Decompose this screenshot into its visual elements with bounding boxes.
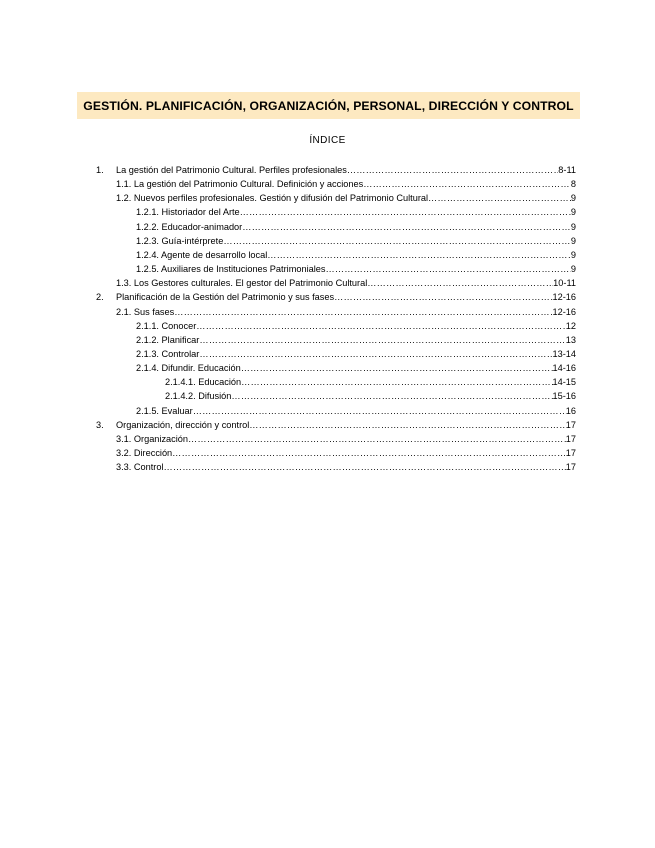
toc-dot-leader: [164, 460, 566, 474]
toc-entry-label: 1.2.5. Auxiliares de Instituciones Patrimoniales: [136, 264, 326, 275]
toc-entry[interactable]: [96, 290, 576, 304]
toc-entry-label: 1.2.2. Educador-animador: [136, 221, 243, 232]
toc-entry-label: 3.2. Dirección: [116, 448, 173, 458]
toc-entry-label: 2.1.4.1. Educación: [165, 377, 242, 388]
toc-dot-leader: [231, 389, 552, 403]
toc-entry-page: 12-16: [552, 306, 576, 317]
toc-entry-page: 16: [565, 405, 576, 416]
toc-dot-leader: [240, 205, 571, 219]
toc-entry-number: 1.: [96, 165, 104, 175]
toc-entry-page: 10-11: [553, 278, 576, 289]
title-banner: [77, 92, 580, 119]
toc-dot-leader: [241, 361, 553, 375]
toc-entry-label: 1.3. Los Gestores culturales. El gestor del Patrimonio Cultural: [116, 278, 368, 289]
toc-entry-page: 14-15: [552, 377, 576, 388]
toc-entry-label: 2.1.4.2. Difusión: [165, 391, 232, 402]
toc-entry-page: 15-16: [552, 391, 576, 402]
toc-entry[interactable]: [165, 389, 576, 403]
toc-entry[interactable]: [96, 418, 576, 432]
toc-entry-page: 14-16: [552, 363, 576, 374]
toc-entry[interactable]: [136, 333, 576, 347]
toc-dot-leader: [363, 177, 571, 191]
toc-entry-page: 17: [565, 448, 576, 458]
toc-entry-label: La gestión del Patrimonio Cultural. Perfiles profesionales: [116, 165, 347, 175]
toc-entry-page: 9: [570, 207, 576, 218]
toc-entry-label: Planificación de la Gestión del Patrimonio y sus fases: [116, 292, 335, 303]
toc-entry[interactable]: [136, 361, 576, 375]
toc-entry[interactable]: [116, 191, 576, 205]
toc-entry-page: 9: [570, 264, 576, 275]
toc-entry-page: 13: [565, 334, 576, 345]
toc-entry-label: 2.1.4. Difundir. Educación: [136, 363, 241, 374]
toc-entry-page: 9: [570, 193, 576, 204]
toc-entry-page: 17: [565, 419, 576, 430]
toc-entry[interactable]: [116, 446, 576, 460]
toc-entry-label: 3.3. Control: [116, 462, 164, 473]
toc-dot-leader: [193, 404, 566, 418]
toc-dot-leader: [334, 290, 552, 304]
toc-dot-leader: [223, 234, 571, 248]
toc-entry-label: 2.1.2. Planificar: [136, 334, 200, 345]
toc-entry-page: 17: [565, 433, 576, 444]
toc-entry-label: 2.1.3. Controlar: [136, 348, 200, 359]
toc-entry-page: 12-16: [552, 292, 576, 303]
toc-entry[interactable]: [136, 262, 576, 276]
toc-dot-leader: [367, 276, 553, 290]
toc-dot-leader: [267, 248, 571, 262]
toc-dot-leader: [241, 375, 552, 389]
toc-dot-leader: [242, 220, 571, 234]
toc-entry[interactable]: [136, 220, 576, 234]
toc-entry[interactable]: [116, 460, 576, 474]
toc-dot-leader: [199, 333, 565, 347]
toc-entry[interactable]: [136, 347, 576, 361]
index-heading: ÍNDICE: [309, 135, 346, 146]
toc-entry-label: 2.1. Sus fases: [116, 306, 175, 317]
toc-entry[interactable]: [116, 177, 576, 191]
toc-entry-label: 2.1.1. Conocer: [136, 320, 197, 331]
toc-dot-leader: [196, 319, 565, 333]
toc-entry-number: 2.: [96, 292, 104, 303]
toc-entry-label: 1.2. Nuevos perfiles profesionales. Gestión y difusión del Patrimonio Cultural: [116, 193, 429, 204]
toc-entry-page: 9: [570, 235, 576, 246]
toc-entry[interactable]: [136, 404, 576, 418]
toc-entry[interactable]: [136, 205, 576, 219]
toc-dot-leader: [249, 418, 565, 432]
toc-entry-label: Organización, dirección y control: [116, 419, 250, 430]
toc-dot-leader: [428, 191, 571, 205]
toc-entry-number: 3.: [96, 419, 104, 430]
toc-entry-label: 1.1. La gestión del Patrimonio Cultural. Definición y acciones: [116, 179, 364, 190]
toc-entry[interactable]: [116, 432, 576, 446]
toc-entry-label: 1.2.1. Historiador del Arte: [136, 207, 240, 218]
toc-entry[interactable]: [165, 375, 576, 389]
toc-entry-page: 12: [565, 320, 576, 331]
toc-entry-label: 1.2.4. Agente de desarrollo local: [136, 249, 268, 260]
toc-dot-leader: [347, 163, 558, 177]
toc-entry[interactable]: [96, 163, 576, 177]
toc-entry-label: 1.2.3. Guía-intérprete: [136, 235, 224, 246]
toc-entry-page: 9: [570, 221, 576, 232]
toc-entry-label: 3.1. Organización: [116, 433, 189, 444]
toc-entry[interactable]: [136, 234, 576, 248]
toc-dot-leader: [188, 432, 566, 446]
toc-dot-leader: [172, 446, 566, 460]
toc-entry[interactable]: [136, 248, 576, 262]
toc-entry-label: 2.1.5. Evaluar: [136, 405, 193, 416]
toc-entry[interactable]: [136, 319, 576, 333]
toc-entry-page: 8: [570, 179, 576, 190]
toc-entry-page: 8-11: [558, 165, 576, 175]
toc-dot-leader: [199, 347, 552, 361]
document-title: GESTIÓN. PLANIFICACIÓN, ORGANIZACIÓN, PERSONAL, DIRECCIÓN Y CONTROL: [83, 98, 574, 113]
toc-entry-page: 9: [570, 249, 576, 260]
toc-entry-page: 17: [565, 462, 576, 473]
toc-entry[interactable]: [116, 305, 576, 319]
toc-dot-leader: [325, 262, 570, 276]
toc-dot-leader: [174, 305, 552, 319]
toc-entry[interactable]: [116, 276, 576, 290]
toc-entry-page: 13-14: [552, 348, 576, 359]
